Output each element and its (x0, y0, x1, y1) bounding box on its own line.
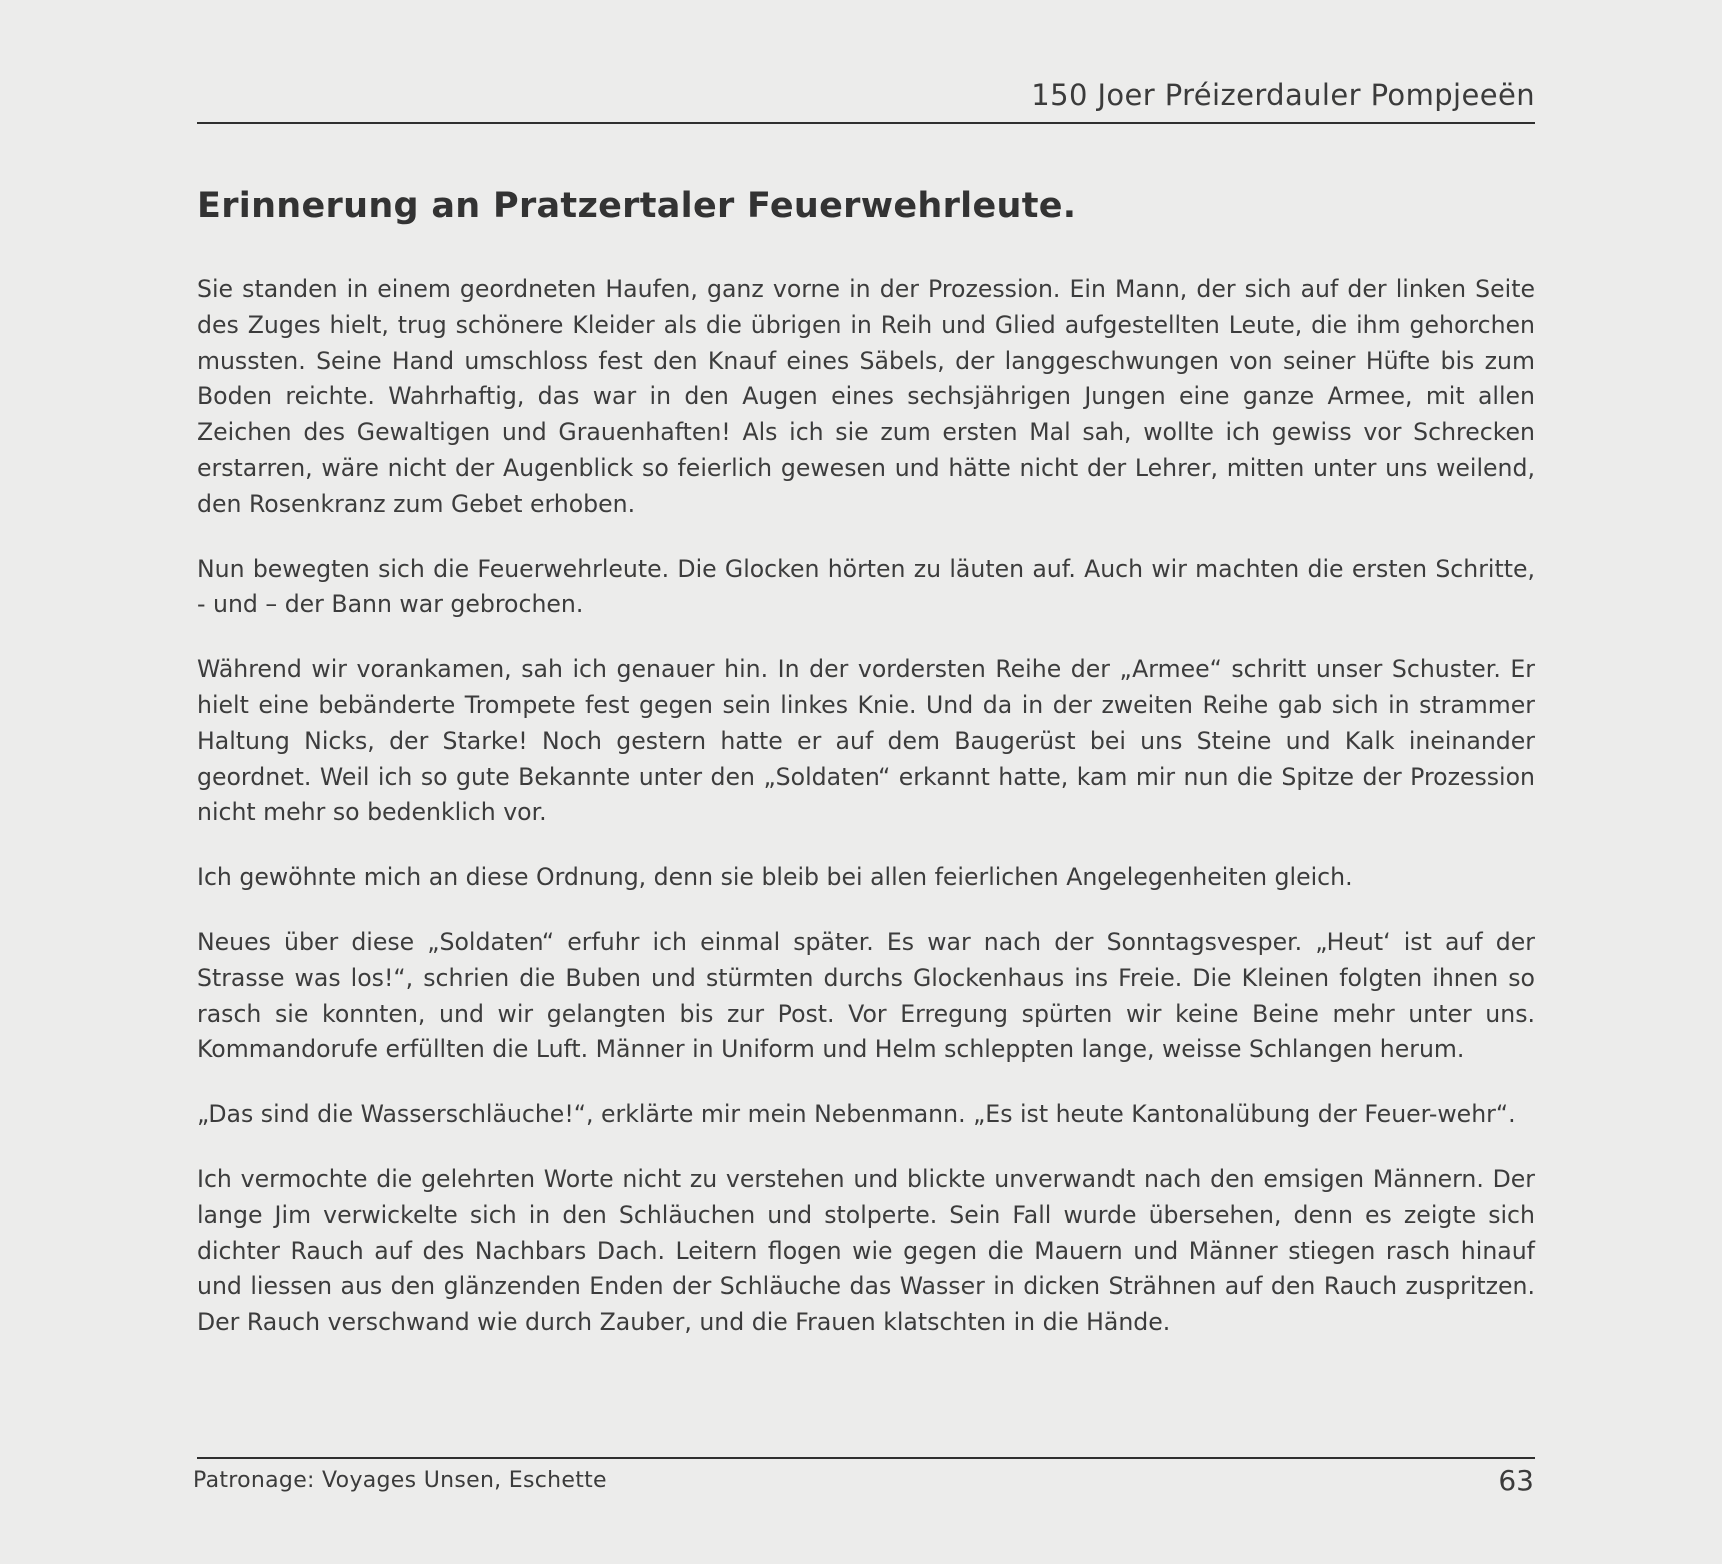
article-title: Erinnerung an Pratzertaler Feuerwehrleute. (197, 186, 1077, 226)
paragraph: Ich gewöhnte mich an diese Ordnung, denn sie bleib bei allen feierlichen Angelegenheiten gleich. (197, 863, 1353, 892)
paragraph: Neues über diese „Soldaten“ erfuhr ich einmal später. Es war nach der Sonntagsvesper. „Heut‘ ist auf der Strasse was los!“, schrien die Buben und stürmten durchs Glockenhaus ins Freie. Die Kleinen folgten ihnen so rasch sie konnten, und wir gelangten bis zur Post. Vor Erregung spürten wir keine Beine mehr unter uns. Kommandorufe erfüllten die Luft. Männer in Uniform und Helm schleppten lange, weisse Schlangen herum. (197, 927, 1535, 1064)
paragraph: Nun bewegten sich die Feuerwehrleute. Die Glocken hörten zu läuten auf. Auch wir machten die ersten Schritte, - und – der Bann war gebrochen. (197, 554, 1535, 619)
paragraph: Sie standen in einem geordneten Haufen, ganz vorne in der Prozession. Ein Mann, der sich auf der linken Seite des Zuges hielt, trug schönere Kleider als die übrigen in Reih und Glied aufgestellten Leute, die ihm gehorchen mussten. Seine Hand umschloss fest den Knauf eines Säbels, der langgeschwungen von seiner Hüfte bis zum Boden reichte. Wahrhaftig, das war in den Augen eines sechsjährigen Jungen eine ganze Armee, mit allen Zeichen des Gewaltigen und Grauenhaften! Als ich sie zum ersten Mal sah, wollte ich gewiss vor Schrecken erstarren, wäre nicht der Augenblick so feierlich gewesen und hätte nicht der Lehrer, mitten unter uns weilend, den Rosenkranz zum Gebet erhoben. (197, 275, 1535, 518)
paragraph: „Das sind die Wasserschläuche!“, erklärte mir mein Nebenmann. „Es ist heute Kantonalübung der Feuer-wehr“. (197, 1100, 1516, 1129)
sponsor-note: Patronage: Voyages Unsen, Eschette (193, 1468, 607, 1493)
footer-rule (197, 1457, 1535, 1459)
article-body (197, 272, 1535, 1370)
paragraph: Ich vermochte die gelehrten Worte nicht zu verstehen und blickte unverwandt nach den emsigen Männern. Der lange Jim verwickelte sich in den Schläuchen und stolperte. Sein Fall wurde übersehen, denn es zeigte sich dichter Rauch auf des Nachbars Dach. Leitern flogen wie gegen die Mauern und Männer stiegen rasch hinauf und liessen aus den glänzenden Enden der Schläuche das Wasser in dicken Strähnen auf den Rauch zuspritzen. Der Rauch verschwand wie durch Zauber, und die Frauen klatschten in die Hände. (197, 1164, 1535, 1337)
paragraph: Während wir vorankamen, sah ich genauer hin. In der vordersten Reihe der „Armee“ schritt unser Schuster. Er hielt eine bebänderte Trompete fest gegen sein linkes Knie. Und da in der zweiten Reihe gab sich in strammer Haltung Nicks, der Starke! Noch gestern hatte er auf dem Baugerüst bei uns Steine und Kalk ineinander geordnet. Weil ich so gute Bekannte unter den „Soldaten“ erkannt hatte, kam mir nun die Spitze der Prozession nicht mehr so bedenklich vor. (197, 655, 1535, 827)
page-number: 63 (1498, 1464, 1534, 1497)
running-header: 150 Joer Préizerdauler Pompjeeën (1031, 78, 1535, 112)
header-rule (197, 122, 1535, 124)
